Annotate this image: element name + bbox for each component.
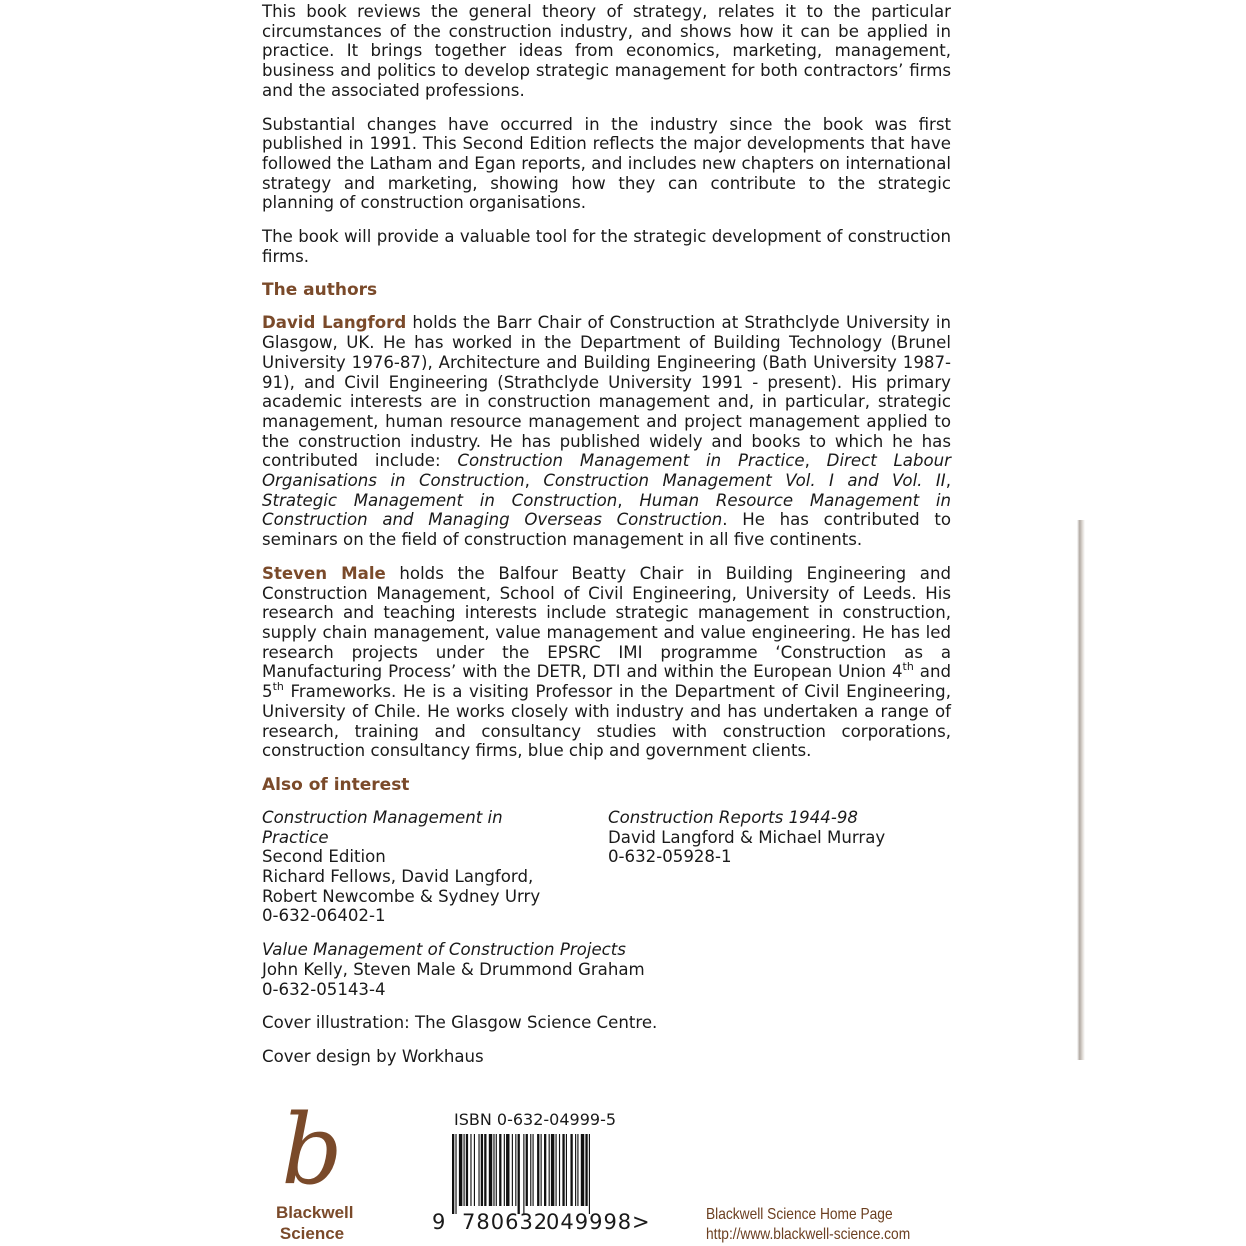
related-book: Value Management of Construction Projects John Kelly, Steven Male & Drummond Graham 0-632-05143-4 [262, 940, 682, 999]
barcode-bar [541, 1134, 542, 1206]
spine-edge-shadow [1077, 520, 1085, 1060]
author-bio-male: Steven Male holds the Balfour Beatty Chair in Building Engineering and Construction Management, School of Civil Engineering, University of Leeds. His research and teaching interests include strategic management in construction, supply chain management, value management and value engineering. He has led research projects under the EPSRC IMI programme ‘Construction as a Manufacturing Process’ with the DETR, DTI and within the European Union 4th and 5th Frameworks. He is a visiting Professor in the Department of Civil Engineering, University of Chile. He works closely with industry and has undertaken a range of research, training and consultancy studies with construction corporations, construction consultancy firms, blue chip and government clients. [262, 563, 952, 761]
authors-heading: The authors [262, 280, 378, 301]
barcode-digits-left: 780632 [462, 1210, 549, 1234]
barcode-bar [504, 1134, 505, 1206]
author-name-langford: David Langford [262, 313, 407, 333]
homepage-label: Blackwell Science Home Page [706, 1206, 893, 1223]
barcode-bar [464, 1134, 465, 1206]
barcode-bar [515, 1134, 516, 1206]
intro-paragraph-1: This book reviews the general theory of strategy, relates it to the particular circumstances of the construction industry, and shows how it can be applied in practice. It brings together ideas from economics, marketing, management, business and politics to develop strategic management for both contractors’ firms and the associated professions. [262, 2, 951, 100]
publisher-homepage[interactable] [706, 1205, 910, 1245]
barcode-bar [589, 1134, 590, 1214]
barcode-bar [549, 1134, 550, 1206]
book-title: Direct Labour Organisations in Construction [262, 451, 951, 491]
book-title: Human Resource Management in Construction [262, 490, 951, 530]
barcode-bar [466, 1134, 468, 1206]
barcode-bar [518, 1134, 520, 1214]
author-bio-langford: David Langford holds the Barr Chair of Construction at Strathclyde University in Glasgow, UK. He has worked in the Department of Building Technology (Brunel University 1976-87), Architecture and Building Engineering (Bath University 1987-91), and Civil Engineering (Strathclyde University 1991 - present). His primary academic interests are in construction management and, in particular, strategic management, human resource management and project management applied to the construction industry. He has published widely and books to which he has contributed include: Construction Management in Practice, Direct Labour Organisations in Construction, Construction Management Vol. I and Vol. II, Strategic Management in Construction, Human Resource Management in Construction and Managing Overseas Construction. He has contributed to seminars on the field of construction management in all five continents. [262, 313, 951, 550]
barcode-bar [566, 1134, 567, 1206]
barcode-arrow: > [632, 1210, 651, 1234]
barcode-digits-right: 049998 [546, 1210, 633, 1234]
barcode-bar [533, 1134, 534, 1206]
barcode-bar [481, 1134, 483, 1206]
also-of-interest-heading: Also of interest [262, 774, 410, 795]
isbn-label: ISBN 0-632-04999-5 [454, 1110, 617, 1129]
barcode-bar [474, 1134, 475, 1206]
book-title: Construction Management in Practice [457, 451, 805, 471]
related-book: Construction Management in Practice Second Edition Richard Fellows, David Langford, Robert Newcombe & Sydney Urry 0-632-06402-1 [262, 808, 568, 926]
barcode-bar [537, 1134, 539, 1206]
related-book-title: Construction Management in Practice [262, 807, 503, 847]
barcode-bar [452, 1134, 454, 1214]
related-book: Construction Reports 1944-98 David Langford & Michael Murray 0-632-05928-1 [608, 808, 908, 926]
barcode [452, 1134, 630, 1214]
barcode-bar [478, 1134, 479, 1206]
intro-paragraph-2: Substantial changes have occurred in the industry since the book was first published in 1991. This Second Edition reflects the major developments that have followed the Latham and Egan reports, and includes new chapters on international strategy and marketing, showing how they can contribute to the strategic planning of construction organisations. [262, 114, 951, 213]
barcode-bar [544, 1134, 546, 1206]
barcode-bar [484, 1134, 486, 1206]
barcode-bar [559, 1134, 560, 1206]
barcode-bar [523, 1134, 524, 1214]
author-name-male: Steven Male [262, 563, 386, 583]
barcode-bar [499, 1134, 501, 1206]
barcode-bar [575, 1134, 576, 1206]
barcode-bar [585, 1134, 587, 1206]
barcode-bar [581, 1134, 584, 1206]
barcode-bar [496, 1134, 497, 1206]
blackwell-science-logo [276, 1094, 354, 1244]
barcode-bar [512, 1134, 513, 1206]
related-book-title: Value Management of Construction Projects [262, 940, 626, 960]
barcode-bar [459, 1134, 462, 1206]
barcode-bar [455, 1134, 456, 1214]
barcode-bar [570, 1134, 572, 1206]
barcode-bar [551, 1134, 554, 1206]
barcode-bar [556, 1134, 557, 1206]
book-title: Strategic Management in Construction [262, 490, 618, 510]
related-books-row [262, 808, 951, 926]
barcode-bar [470, 1134, 471, 1206]
logo-letter: b [281, 1094, 343, 1206]
barcode-bar [562, 1134, 564, 1206]
book-title: Managing Overseas Construction [428, 510, 723, 530]
barcode-bar [526, 1134, 528, 1206]
barcode-bar [489, 1134, 492, 1206]
back-cover-text [262, 2, 951, 1081]
barcode-bar [506, 1134, 509, 1206]
book-title: Construction Management Vol. I and Vol. II [543, 471, 946, 491]
cover-design-credit: Cover design by Workhaus [262, 1046, 484, 1066]
publisher-name-line2: Science [279, 1224, 345, 1243]
barcode-digit-first: 9 [432, 1210, 447, 1234]
publisher-name-line1: Blackwell [276, 1203, 354, 1222]
barcode-bar [493, 1134, 494, 1206]
intro-paragraph-3: The book will provide a valuable tool for the strategic development of construction firms. [262, 227, 951, 266]
homepage-url[interactable]: http://www.blackwell-science.com [706, 1226, 911, 1243]
related-books-row [262, 940, 951, 999]
cover-illustration-credit: Cover illustration: The Glasgow Science Centre. [262, 1013, 658, 1033]
related-book-title: Construction Reports 1944-98 [608, 807, 858, 827]
barcode-bar [530, 1134, 531, 1206]
barcode-bar [577, 1134, 578, 1206]
